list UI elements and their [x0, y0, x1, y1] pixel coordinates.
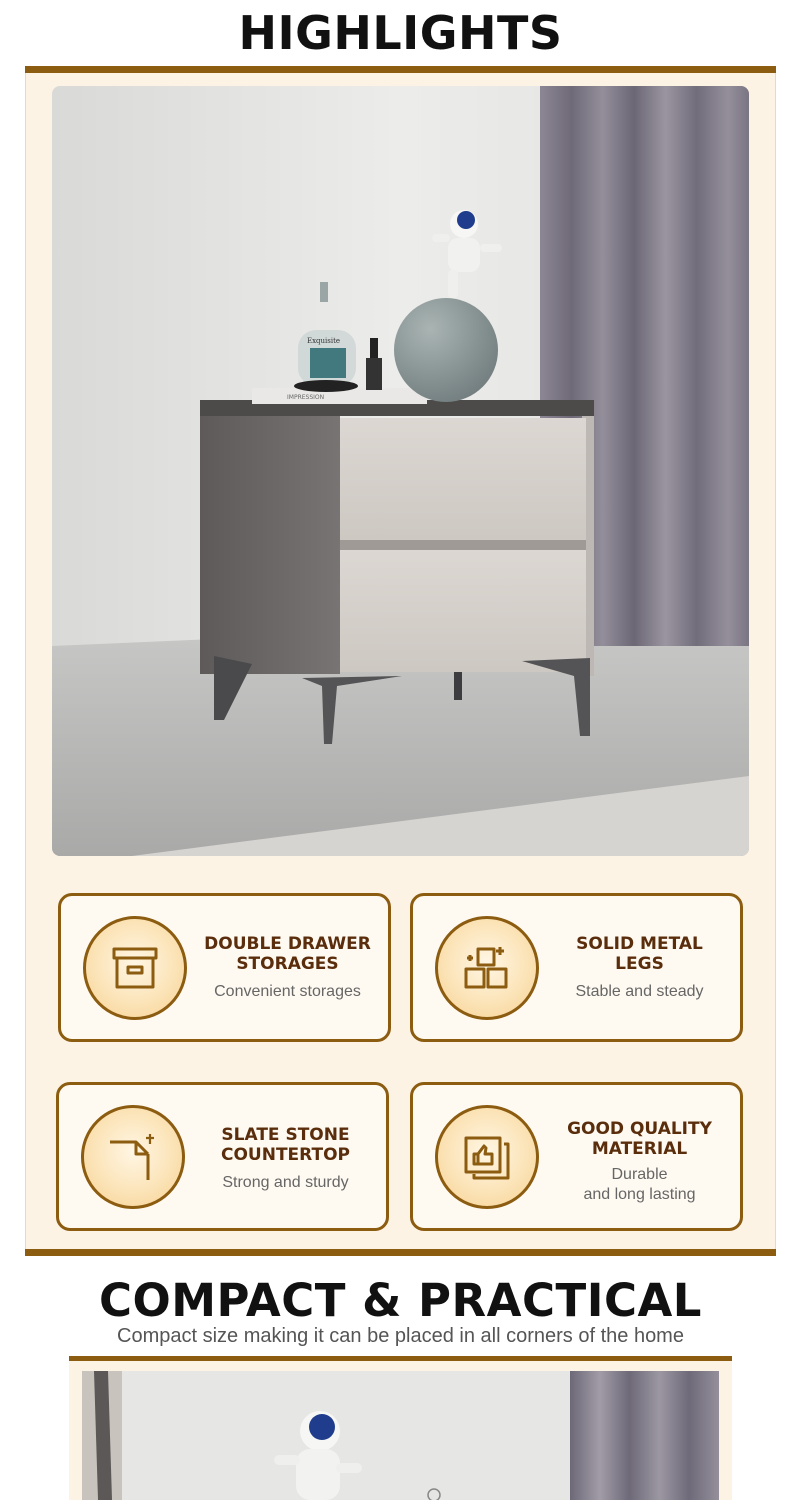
feature-subtitle: Durable and long lasting [583, 1166, 696, 1203]
thumbs-up-icon [460, 1130, 514, 1184]
countertop-corner-icon [106, 1130, 160, 1184]
jar-text: Exquisite [307, 337, 341, 345]
feature-title: DOUBLE DRAWER STORAGES [204, 934, 371, 974]
feature-text [195, 1125, 376, 1193]
feature-title: GOOD QUALITY MATERIAL [567, 1119, 712, 1159]
feature-subtitle: Stable and steady [575, 983, 704, 1000]
feature-icon-circle [83, 916, 187, 1020]
compact-practical-title: COMPACT & PRACTICAL [99, 1274, 702, 1327]
compact-practical-subtitle: Compact size making it can be placed in all corners of the home [117, 1325, 684, 1347]
feature-card-double-drawer [58, 893, 391, 1042]
feature-title: SLATE STONE COUNTERTOP [220, 1125, 350, 1165]
feature-subtitle: Convenient storages [214, 983, 361, 1000]
nightstand-illustration [52, 86, 749, 856]
highlights-title: HIGHLIGHTS [238, 6, 563, 60]
feature-text [549, 1119, 730, 1205]
feature-text [197, 934, 378, 1002]
feature-card-metal-legs [410, 893, 743, 1042]
stacked-blocks-icon [460, 941, 514, 995]
feature-icon-circle [81, 1105, 185, 1209]
feature-icon-circle [435, 1105, 539, 1209]
panel-top-border [25, 66, 776, 73]
feature-title: SOLID METAL LEGS [576, 934, 703, 974]
storage-box-icon [108, 941, 162, 995]
feature-icon-circle [435, 916, 539, 1020]
feature-subtitle: Strong and sturdy [222, 1174, 349, 1191]
compact-product-photo [82, 1371, 719, 1500]
feature-card-good-material [410, 1082, 743, 1231]
panel-bottom-border [25, 1249, 776, 1256]
compact-illustration [82, 1371, 719, 1500]
feature-card-slate-countertop [56, 1082, 389, 1231]
nightstand-product-photo [52, 86, 749, 856]
book-text: IMPRESSION [287, 394, 325, 401]
feature-text [549, 934, 730, 1002]
